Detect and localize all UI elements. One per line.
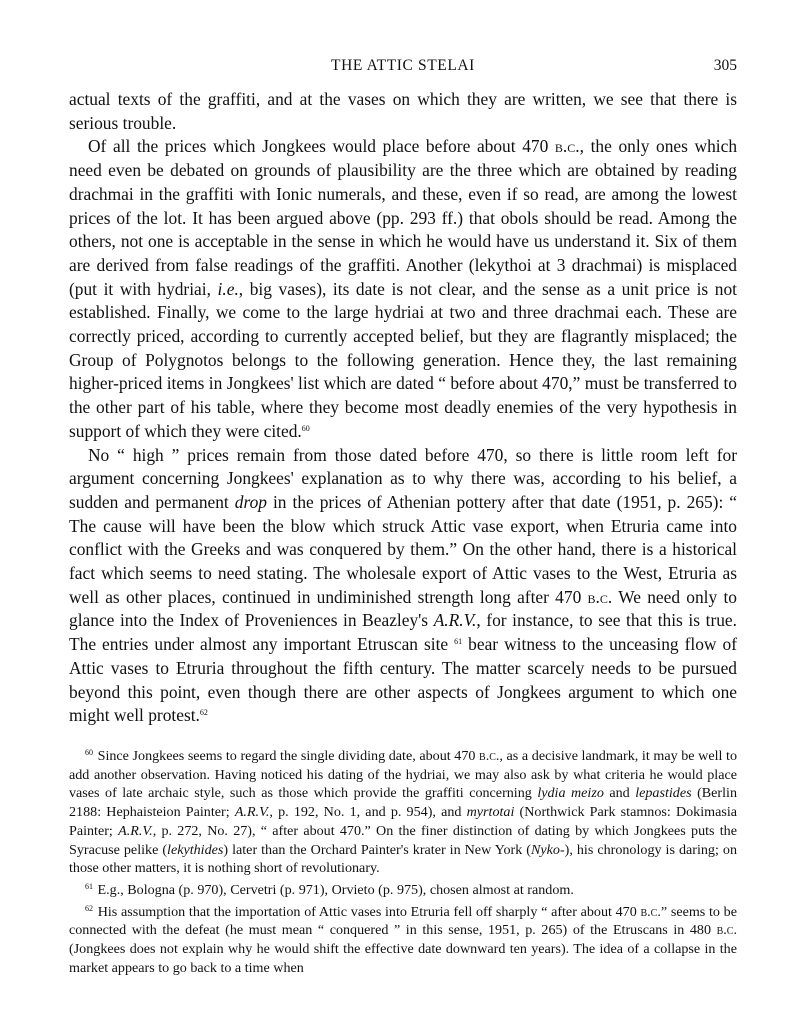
footnote-62: $^{62}$ His assumption that the importation of Attic vases into Etruria fell off sharply “ after about 470 b.c.” seems to be connected with the defeat (he must mean “ conquered ” in this sense, 1951, p. 265) of the Etruscans in 480 b.c. (Jongkees does not explain why he would shift the effective date downward ten years). The idea of a collapse in the market appears to go back to a time when <box>69 903 737 976</box>
footnote-61: $^{61}$ E.g., Bologna (p. 970), Cervetri (p. 971), Orvieto (p. 975), chosen almost at random. <box>85 881 574 898</box>
footnote-number: 62 <box>85 903 93 913</box>
bc-abbreviation: b.c. <box>554 136 580 157</box>
bc-abbreviation: b.c. <box>587 586 613 607</box>
paragraph-1: actual texts of the graffiti, and at the vases on which they are written, we see that there is serious trouble. <box>69 89 737 133</box>
italic-ie: i.e. <box>217 278 239 299</box>
page-number: 305 <box>713 57 737 74</box>
footnote-ref-60[interactable]: 60 <box>301 423 310 433</box>
running-head <box>69 52 737 78</box>
italic-drop: drop <box>234 491 267 512</box>
book-page <box>69 52 737 977</box>
footnotes <box>69 744 737 977</box>
footnote-number: 60 <box>85 747 93 757</box>
body-text <box>69 88 737 728</box>
paragraph-2: Of all the prices which Jongkees would place before about 470 b.c., the only ones which need even be debated on grounds of plausibility are the three which are obtained by reading drachmai in the graffiti with Ionic numerals, and these, even if so read, are among the lowest prices of the lot. It has been argued above (pp. 293 ff.) that obols should be read. Among the others, not one is acceptable in the sense in which he would have us understand it. Six of them are derived from false readings of the graffiti. Another (lekythoi at 3 drachmai) is misplaced (put it with hydriai, i.e., big vases), its date is not clear, and the sense as a unit price is not established. Finally, we come to the large hydriai at two and three drachmai each. These are correctly priced, according to currently accepted belief, but they are flagrantly misplaced; the Group of Polygnotos belongs to the following generation. Hence they, the last remaining higher-priced items in Jongkees' list which are dated “ before about 470,” must be transferred to the other part of his table, where they become most deadly enemies of the very hypothesis in support of which they were cited.$^{60}$ <box>69 136 738 441</box>
paragraph-3: No “ high ” prices remain from those dated before 470, so there is little room left for argument concerning Jongkees' explanation as to why there was, according to his belief, a sudden and permanent drop in the prices of Athenian pottery after that date (1951, p. 265): “ The cause will have been the blow which struck Attic vase export, when Etruria came into conflict with the Greeks and was conquered by them.” On the other hand, there is a historical fact which seems to need stating. The wholesale export of Attic vases to the West, Etruria as well as other places, continued in undiminished strength long after 470 b.c. We need only to glance into the Index of Proveniences in Beazley's A.R.V., for instance, to see that this is true. The entries under almost any important Etruscan site $^{61}$ bear witness to the unceasing flow of Attic vases to Etruria throughout the fifth century. The matter scarcely needs to be pursued beyond this point, even though there are other aspects of Jongkees argument to which one might well protest.$^{62}$ <box>69 444 738 726</box>
running-title: THE ATTIC STELAI <box>331 57 475 74</box>
footnote-number: 61 <box>85 881 93 891</box>
footnote-60: $^{60}$ Since Jongkees seems to regard the single dividing date, about 470 b.c., as a decisive landmark, it may be well to add another observation. Having noticed his dating of the hydriai, we may also ask by what criteria he would place vases of late archaic style, such as those which provide the graffiti concerning lydia meizo and lepastides (Berlin 2188: Hephaisteion Painter; A.R.V., p. 192, No. 1, and p. 954), and myrtotai (Northwick Park stamnos: Dokimasia Painter; A.R.V., p. 272, No. 27), “ after about 470.” On the finer distinction of dating by which Jongkees puts the Syracuse pelike (lekythides) later than the Orchard Painter's krater in New York (Nyko-), his chronology is daring; on those other matters, it is nothing short of revolutionary. <box>69 747 738 877</box>
footnote-ref-62[interactable]: 62 <box>199 708 208 718</box>
italic-arv: A.R.V. <box>433 610 477 631</box>
footnote-ref-61[interactable]: 61 <box>454 637 463 647</box>
